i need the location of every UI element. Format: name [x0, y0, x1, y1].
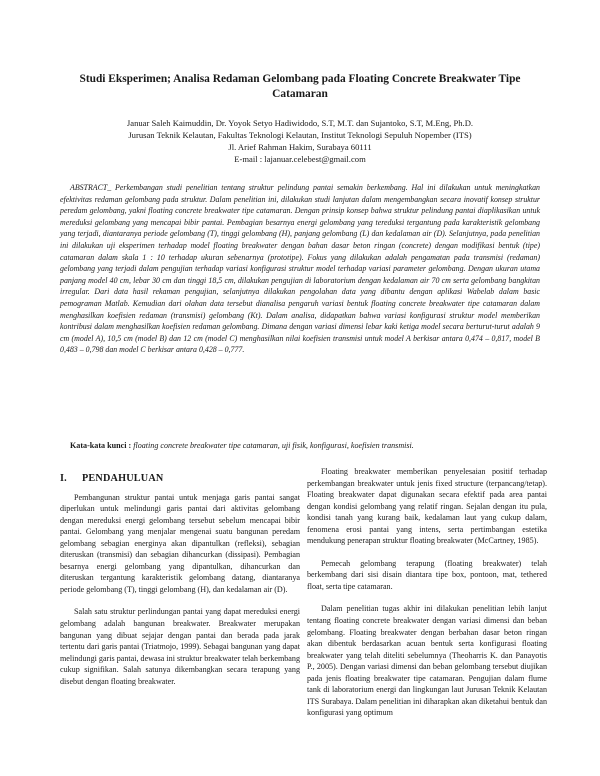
- body-paragraph: Pemecah gelombang terapung (floating breakwater) telah berkembang dari sisi disain diantara tipe box, pontoon, mat, tethered float, serta tipe catamaran.: [307, 558, 547, 591]
- keywords: [70, 440, 540, 452]
- author-block: [60, 117, 540, 165]
- author-affiliation: Jurusan Teknik Kelautan, Fakultas Teknologi Kelautan, Institut Teknologi Sepuluh Nopember (ITS): [128, 130, 472, 140]
- author-address: Jl. Arief Rahman Hakim, Surabaya 60111: [228, 142, 372, 152]
- author-email: E-mail : lajanuar.celebest@gmail.com: [234, 154, 366, 164]
- paper-title: Studi Eksperimen; Analisa Redaman Gelombang pada Floating Concrete Breakwater Tipe Catamaran: [79, 73, 521, 100]
- body-paragraph: Floating breakwater memberikan penyelesaian positif terhadap perkembangan breakwater untuk jenis fixed structure (terpancang/tetap). Floating breakwater dapat digunakan secara efektif pada area pantai dengan kondisi gelombang yang relatif ringan. Sejalan dengan itu pula, kondisi tanah yang kurang baik, kedalaman laut yang cukup dalam, fenomena erosi pantai yang intens, serta pertimbangan estetika mendukung penerapan struktur floating breakwater (McCartney, 1985).: [307, 467, 547, 546]
- intro-paragraph: Salah satu struktur perlindungan pantai yang dapat mereduksi energi gelombang adalah bangunan breakwater. Breakwater merupakan bangunan yang dibuat sejajar dengan pantai dan berada pada jarak tertentu dari garis pantai (Triatmojo, 1999). Sebagai bangunan yang dapat melindungi garis pantai, dewasa ini struktur breakwater telah berkembang cukup signifikan. Salah satunya dikembangkan secara terapung yang disebut dengan floating breakwater.: [60, 607, 300, 686]
- section-heading: [60, 472, 300, 486]
- intro-paragraph: Pembangunan struktur pantai untuk menjaga garis pantai sangat diperlukan untuk melindungi garis pantai dari aktivitas gelombang dengan mereduksi energi gelombang tersebut sebelum mencapai bibir pantai. Gelombang yang menjalar mengenai suatu bangunan peredam gelombang sebagian energinya akan dipantulkan (refleksi), sebagian diteruskan (transmisi) dan sebagian dihancurkan (dissipasi). Pembagian besarnya energi gelombang yang dipantulkan, dihancurkan dan diteruskan tergantung karakteristik gelombang datang, diantaranya periode gelombang (T), tinggi gelombang (H), dan kedalaman air (D).: [60, 492, 300, 594]
- author-names: Januar Saleh Kaimuddin, Dr. Yoyok Setyo Hadiwidodo, S.T, M.T. dan Sujantoko, S.T, M.Eng, Ph.D.: [126, 118, 474, 128]
- left-column: [60, 440, 414, 698]
- section-title: PENDAHULUAN: [82, 472, 164, 484]
- abstract: ABSTRACT_ Perkembangan studi penelitian tentang struktur pelindung pantai semakin berkembang. Hal ini dilakukan untuk meningkatkan efektivitas redaman gelombang pada struktur. Dalam penelitian ini, dilakukan studi lanjutan dalam mengembangkan secara inovatif konsep struktur peredam gelombang, yakni floating concrete breakwater tipe catamaran. Dengan prinsip konsep bahwa struktur pelindung pantai diaplikasikan untuk mereduksi gelombang yang mencapai bibir pantai. Pembagian besarnya energi gelombang yang tereduksi tergantung pada karakteristik gelombang yang terjadi, diantaranya periode gelombang (T), tinggi gelombang (H), panjang gelombang (L) dan kedalaman air (D). Selanjutnya, pada penelitian ini dilakukan uji eksperimen terhadap model floating breakwater dengan bahan dasar beton ringan (concrete) dengan modifikasi bentuk (tipe) catamaran dalam skala 1 : 10 terhadap ukuran sebenarnya (prototipe). Fokus yang dilakukan adalah pengamatan pada transmisi (redaman) gelombang yang terjadi dalam pengujian terhadap variasi konfigurasi struktur model terhadap variasi parameter gelombang. Dengan ukuran utama panjang model 40 cm, lebar 30 cm dan tinggi 18,5 cm, dilakukan pengujian di laboratorium dengan kedalaman air 70 cm serta gelombang bangkitan irregular. Dari data hasil rekaman pengujian, selanjutnya dilakukan pengolahan data yang dibantu dengan aplikasi Wabelab dalam basic pemograman Matlab. Kemudian dari olahan data tersebut dianalisa pengaruh variasi bentuk floating concrete breakwater tipe catamaran dalam menghasilkan koefisien redaman (transmisi) gelombang (Kt). Dalam analisa, didapatkan bahwa variasi konfigurasi struktur model memberikan kontribusi dalam menghasilkan koefisien redaman gelombang. Dimana dengan variasi dimensi lebar kaki ketiga model secara berturut-turut adalah 9 cm (model A), 10,5 cm (model B) dan 12 cm (model C) menghasilkan nilai koefisien transmisi untuk model A berkisar antara 0,474 – 0,817, model B 0,483 – 0,798 dan model C berkisar antara 0,428 – 0,777.: [60, 183, 540, 355]
- section-number: I.: [60, 472, 67, 484]
- right-column: [307, 466, 547, 730]
- keywords-text: floating concrete breakwater tipe catamaran, uji fisik, konfigurasi, koefisien transmisi.: [133, 441, 414, 450]
- keywords-label: Kata-kata kunci :: [70, 441, 132, 450]
- body-paragraph: Dalam penelitian tugas akhir ini dilakukan penelitian lebih lanjut tentang floating concrete breakwater dengan variasi dimensi dan beban gelombang. Floating breakwater dengan berbahan dasar beton ringan akan dibentuk berdasarkan acuan bentuk serta konfigurasi floating breakwater yang telah diteliti sebelumnya (Theoharris K. dan Panayotis P., 2005). Dengan variasi dimensi dan beban gelombang tersebut diujikan pada jenis floating breakwater tipe catamaran. Pengujian dalam flume tank di laboratorium energi dan lingkungan laut Jurusan Teknik Kelautan ITS Surabaya. Dalam penelitian ini diharapkan akan diketahui bentuk dan konfigurasi yang optimum: [307, 604, 547, 718]
